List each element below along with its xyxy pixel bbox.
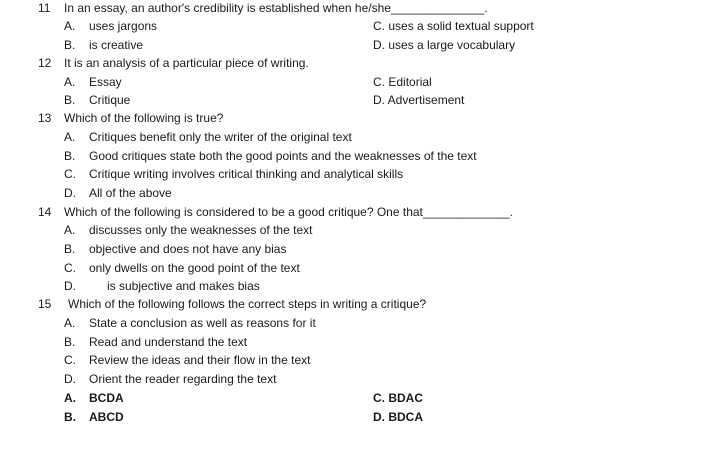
option-text: uses a large vocabulary xyxy=(388,38,516,52)
option-letter: C. xyxy=(373,19,385,33)
option-text: uses a solid textual support xyxy=(388,19,534,33)
question-text: In an essay, an author's credibility is established when he/she______________. xyxy=(64,1,488,15)
option-letter: B. xyxy=(64,149,76,163)
option-text: Advertisement xyxy=(387,93,465,107)
option-text: BDAC xyxy=(388,391,424,405)
option-c xyxy=(373,75,432,89)
option-b: Good critiques state both the good points and the weaknesses of the text xyxy=(89,149,477,163)
option-a: discusses only the weaknesses of the text xyxy=(89,223,313,237)
question-text: Which of the following is true? xyxy=(64,111,224,125)
question-text: It is an analysis of a particular piece of writing. xyxy=(64,56,309,70)
option-letter: D. xyxy=(64,279,76,293)
step-b: Read and understand the text xyxy=(89,335,248,349)
option-letter: A. xyxy=(64,130,76,144)
option-d: is subjective and makes bias xyxy=(107,279,260,293)
option-letter: A. xyxy=(64,19,76,33)
option-c xyxy=(373,19,534,33)
option-letter: B. xyxy=(64,410,76,424)
option-c: only dwells on the good point of the text xyxy=(89,261,300,275)
step-a: State a conclusion as well as reasons for it xyxy=(89,316,316,330)
question-text: Which of the following follows the correct steps in writing a critique? xyxy=(68,297,427,311)
option-a: uses jargons xyxy=(89,19,158,33)
option-text: BDCA xyxy=(388,410,424,424)
step-letter: B. xyxy=(64,335,76,349)
step-letter: D. xyxy=(64,372,76,386)
option-b: is creative xyxy=(89,38,144,52)
option-c xyxy=(373,391,423,405)
option-letter: C. xyxy=(64,167,76,181)
question-number: 13 xyxy=(38,111,52,125)
option-d xyxy=(373,38,515,52)
option-letter: B. xyxy=(64,242,76,256)
option-letter: D. xyxy=(373,410,385,424)
step-c: Review the ideas and their flow in the text xyxy=(89,353,311,367)
option-a: Essay xyxy=(89,75,122,89)
option-d: All of the above xyxy=(89,186,172,200)
option-letter: A. xyxy=(64,391,76,405)
option-letter: D. xyxy=(373,38,385,52)
option-b: objective and does not have any bias xyxy=(89,242,287,256)
option-c: Critique writing involves critical thinking and analytical skills xyxy=(89,167,404,181)
option-b: Critique xyxy=(89,93,131,107)
option-letter: A. xyxy=(64,223,76,237)
step-d: Orient the reader regarding the text xyxy=(89,372,277,386)
option-letter: B. xyxy=(64,38,76,52)
question-number: 15 xyxy=(38,297,52,311)
option-letter: C. xyxy=(373,391,385,405)
option-d xyxy=(373,93,464,107)
option-a: BCDA xyxy=(89,391,124,405)
option-d xyxy=(373,410,423,424)
option-letter: C. xyxy=(64,261,76,275)
option-letter: C. xyxy=(373,75,385,89)
option-letter: A. xyxy=(64,75,76,89)
option-text: Editorial xyxy=(388,75,432,89)
question-text: Which of the following is considered to be a good critique? One that_____________. xyxy=(64,205,513,219)
option-letter: D. xyxy=(373,93,385,107)
option-letter: D. xyxy=(64,186,76,200)
step-letter: A. xyxy=(64,316,76,330)
option-b: ABCD xyxy=(89,410,124,424)
question-number: 14 xyxy=(38,205,52,219)
step-letter: C. xyxy=(64,353,76,367)
question-number: 12 xyxy=(38,56,52,70)
question-number: 11 xyxy=(38,1,51,15)
option-letter: B. xyxy=(64,93,76,107)
option-a: Critiques benefit only the writer of the original text xyxy=(89,130,352,144)
